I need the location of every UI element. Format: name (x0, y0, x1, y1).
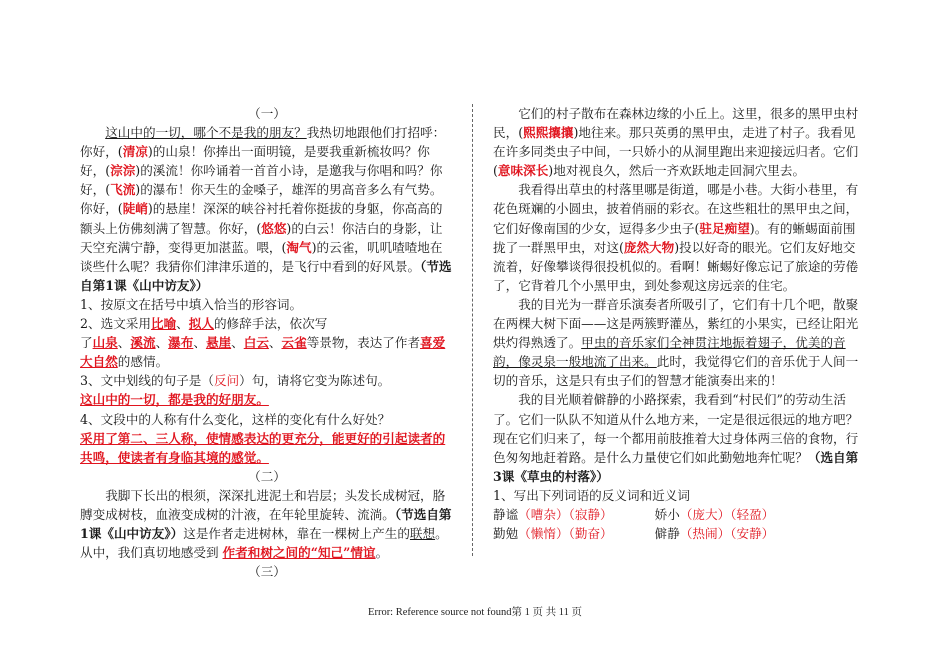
question-4: 4、文段中的人称有什么变化，这样的变化有什么好处？ (80, 411, 391, 427)
passage-3-para-4: 我的目光顺着僻静的小路探索，我看到“村民们”的劳动生活了。它们一队队不知道从什么地方来，一定是很远很远的地方吧？现在它们归来了，每一个都用前肢推着大过身体两三倍的食物，行色匆匆地赶着路。是什么力量使它们如此勤勉地奔忙呢？（选自第3课《草虫的村落》） (493, 392, 859, 484)
answer-blank: 庞然大物 (623, 239, 675, 255)
underlined-sentence: 这山中的一切，哪个不是我的朋友？ (105, 125, 307, 141)
answer: 白云 (243, 335, 269, 351)
vocab-antonym: （庞大） (679, 506, 731, 522)
column-divider (472, 104, 473, 556)
passage-3-para-1: 它们的村子散布在森林边缘的小丘上。这里，很多的黑甲虫村民，(熙熙攘攘)地往来。那只英勇的黑甲虫，走进了村子。我看见在许多同类虫子中间，一只娇小的从洞里跑出来迎接远归者。它们(意味深长)地对视良久，然后一齐欢跃地走回洞穴里去。 (493, 106, 859, 179)
answer: 溪流 (130, 335, 156, 351)
answer: 比喻 (150, 316, 177, 332)
page-footer: Error: Reference source not found第 1 页 共 11 页 (368, 607, 582, 618)
vocab-synonym: （寂静） (568, 506, 613, 522)
source-citation: （选自第3课《草虫的村落》） (493, 449, 859, 484)
answer-3: 这山中的一切，都是我的好朋友。 (80, 392, 269, 408)
question-r1: 1、写出下列词语的反义词和近义词 (493, 487, 690, 503)
answer-blank: 淘气 (286, 239, 312, 255)
answer-blank: 意味深长 (497, 163, 549, 179)
section-2-title: （二） (248, 468, 286, 484)
answer-blank: 飞流 (110, 182, 136, 198)
answer-4: 采用了第二、三人称，使情感表达的更充分，能更好的引起读者的共鸣，使读者有身临其境的感觉。 (80, 430, 446, 465)
vocab-word: 僻静 (654, 526, 680, 542)
answer-blank: 熙熙攘攘 (523, 125, 574, 141)
vocab-antonym: （热闹） (679, 526, 731, 542)
vocab-synonym: （勤奋） (568, 526, 613, 542)
vocab-word: 勤勉 (493, 526, 519, 542)
answer-blank: 淙淙 (110, 163, 136, 179)
answer: 云雀 (281, 335, 307, 351)
underlined-sentence: 甲虫的音乐家们全神贯注地振着翅子，优美的音韵，像灵泉一般地流了出来。 (493, 335, 846, 370)
answer: 山泉 (92, 335, 118, 351)
vocab-synonym: （安静） (730, 526, 775, 542)
vocab-antonym: （懒惰） (518, 526, 569, 542)
question-1: 1、按原文在括号中填入恰当的形容词。 (80, 296, 303, 312)
vocab-word: 娇小 (654, 506, 680, 522)
vocab-row-2 (493, 524, 865, 543)
answer: 喜爱大自然 (80, 335, 446, 370)
passage-3-para-2: 我看得出草虫的村落里哪是街道，哪是小巷。大街小巷里，有花色斑斓的小圆虫，披着俏丽的彩衣。在这些粗壮的黑甲虫之间，它们好像南国的少女，逗得多少虫子(驻足痴望)。有的蜥蜴面前围拢了一群黑甲虫，对这(庞然大物)投以好奇的眼光。它们友好地交流着，好像攀谈得很投机似的。看啊！蜥蜴好像忘记了旅途的劳倦了，它背着几个小黑甲虫，到处参观这房远亲的住宅。 (493, 182, 859, 293)
vocab-synonym: （轻盈） (730, 506, 775, 522)
passage-2: 我脚下长出的根须，深深扎进泥土和岩层；头发长成树冠，胳膊变成树枝，血液变成树的汁液，在年轮里旋转、流淌。（节选自第1课《山中访友》）这是作者走进树林，靠在一棵树上产生的联想。从中，我们真切地感受到 作者和树之间的“知己”情谊。 (80, 487, 452, 561)
answer-blank: 悠悠 (261, 220, 287, 236)
answer: 瀑布 (168, 335, 194, 351)
answer-blank: 驻足痴望 (699, 220, 750, 236)
answer: 反问 (213, 373, 240, 389)
answer: 拟人 (188, 316, 214, 332)
answer-blank: 清凉 (122, 144, 148, 160)
passage-3-para-3: 我的目光为一群音乐演奏者所吸引了，它们有十几个吧，散聚在两棵大树下面——这是两簇野灌丛，紫红的小果实，已经让阳光烘灼得熟透了。甲虫的音乐家们全神贯注地振着翅子，优美的音韵，像灵泉一般地流了出来。此时，我觉得它们的音乐优于人间一切的音乐，这是只有虫子们的智慧才能演奏出来的！ (493, 296, 859, 389)
left-column (80, 104, 454, 581)
answer: 悬崖 (205, 335, 232, 351)
section-3-title: （三） (248, 564, 286, 580)
section-1-title: （一） (248, 106, 286, 121)
source-citation: （节选自第1课《山中访友》） (80, 506, 452, 542)
vocab-row-1 (493, 505, 865, 524)
right-column (493, 104, 865, 543)
answer: 作者和树之间的“知己”情谊 (222, 545, 376, 561)
question-3: 3、文中划线的句子是（反问）句，请将它变为陈述句。 (80, 373, 391, 389)
answer-blank: 陡峭 (122, 201, 148, 217)
source-citation: （节选自第1课《山中访友》） (80, 258, 452, 293)
vocab-word: 静谧 (493, 506, 519, 522)
vocab-antonym: （嘈杂） (518, 506, 569, 522)
passage-1: 这山中的一切，哪个不是我的朋友？我热切地跟他们打招呼：你好，(清凉)的山泉！你捧出一面明镜，是要我重新梳妆吗？你好，(淙淙)的溪流！你吟诵着一首首小诗，是邀我与你唱和吗？你好，(飞流)的瀑布！你天生的金嗓子，雄浑的男高音多么有气势。你好，(陡峭)的悬崖！深深的峡谷衬托着你挺拔的身躯，你高高的额头上仿佛刻满了智慧。你好，(悠悠)的白云！你洁白的身影，让天空充满宁静，变得更加湛蓝。喂，(淘气)的云雀，叽叽喳喳地在谈些什么呢？我猜你们津津乐道的，是飞行中看到的好风景。（节选自第1课《山中访友》） (80, 125, 452, 293)
question-2: 2、选文采用比喻、拟人的修辞手法，依次写 了山泉、溪流、瀑布、悬崖、白云、云雀等景物，表达了作者喜爱大自然的感情。 (80, 316, 446, 370)
